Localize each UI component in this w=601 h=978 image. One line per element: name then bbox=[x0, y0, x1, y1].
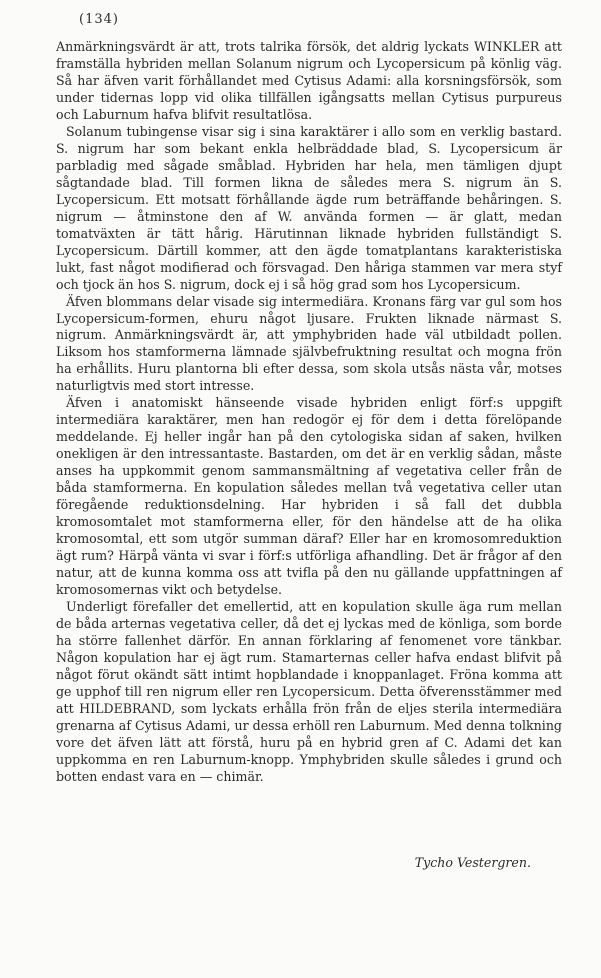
page-number: (134) bbox=[79, 12, 119, 27]
paragraph-1: Anmärkningsvärdt är att, trots talrika försök, det aldrig lyckats WINKLER att framställa hybriden mellan Solanum nigrum och Lycopersicum på könlig väg. Så har äfven varit förhållandet med Cytisus Adami: alla korsningsförsök, som under tidernas lopp vid olika tillfällen igångsatts mellan Cytisus purpureus och Laburnum hafva blifvit resultatlösa. bbox=[56, 39, 562, 122]
paragraph-4: Äfven i anatomiskt hänseende visade hybriden enligt förf:s uppgift intermediära karaktärer, men han redogör ej för dem i detta förelöpande meddelande. Ej heller ingår han på den cytologiska sidan af saken, hvilken onekligen är den intressantaste. Bastarden, om det är en verklig sådan, måste anses ha uppkommit genom sammansmältning af vegetativa celler från de båda stamformerna. En kopulation således mellan två vegetativa celler utan föregående reduktionsdelning. Har hybriden i så fall det dubbla kromosomtalet mot stamformerna eller, för den händelse att de ha olika kromosomtal, ett som utgör summan däraf? Eller har en kromosomreduktion ägt rum? Härpå vänta vi svar i förf:s utförliga afhandling. Det är frågor af den natur, att de kunna komma oss att tvifla på den nu gällande uppfattningen af kromosomernas vikt och betydelse. bbox=[56, 395, 562, 597]
author-signature: Tycho Vestergren. bbox=[414, 855, 531, 870]
article-body bbox=[56, 39, 562, 786]
paragraph-5: Underligt förefaller det emellertid, att en kopulation skulle äga rum mellan de båda arternas vegetativa celler, då det ej lyckas med de könliga, som borde ha större fallenhet därför. En annan förklaring af fenomenet vore tänkbar. Någon kopulation har ej ägt rum. Stamarternas celler hafva endast blifvit på något förut okändt sätt intimt hopblandade i knoppanlaget. Fröna komma att ge upphof till ren nigrum eller ren Lycopersicum. Detta öfverensstämmer med att HILDEBRAND, som lyckats erhålla frön från de eljes sterila intermediära grenarna af Cytisus Adami, ur dessa erhöll ren Laburnum. Med denna tolkning vore det äfven lätt att förstå, huru på en hybrid gren af C. Adami det kan uppkomma en ren Laburnum-knopp. Ymphybriden skulle således i grund och botten endast vara en — chimär. bbox=[56, 598, 562, 784]
paragraph-2: Solanum tubingense visar sig i sina karaktärer i allo som en verklig bastard. S. nigrum har som bekant enkla helbräddade blad, S. Lycopersicum är parbladig med sågade småblad. Hybriden har hela, men tämligen djupt sågtandade blad. Till formen likna de således mera S. nigrum än S. Lycopersicum. Ett motsatt förhållande ägde rum beträffande behåringen. S. nigrum — åtminstone den af W. använda formen — är glatt, medan tomatväxten är tätt hårig. Härutinnan liknade hybriden fullständigt S. Lycopersicum. Därtill kommer, att den ägde tomatplantans karakteristiska lukt, fast något modifierad och försvagad. Den håriga stammen var mera styf och tjock än hos S. nigrum, dock ej i så hög grad som hos Lycopersicum. bbox=[56, 123, 562, 292]
paragraph-3: Äfven blommans delar visade sig intermediära. Kronans färg var gul som hos Lycopersicum-formen, ehuru något ljusare. Frukten liknade närmast S. nigrum. Anmärkningsvärdt är, att ymphybriden hade väl utbildadt pollen. Liksom hos stamformerna lämnade självbefruktning resultat och mogna frön ha erhållits. Huru plantorna bli efter dessa, som skola utsås nästa vår, motses naturligtvis med stort intresse. bbox=[56, 293, 562, 394]
